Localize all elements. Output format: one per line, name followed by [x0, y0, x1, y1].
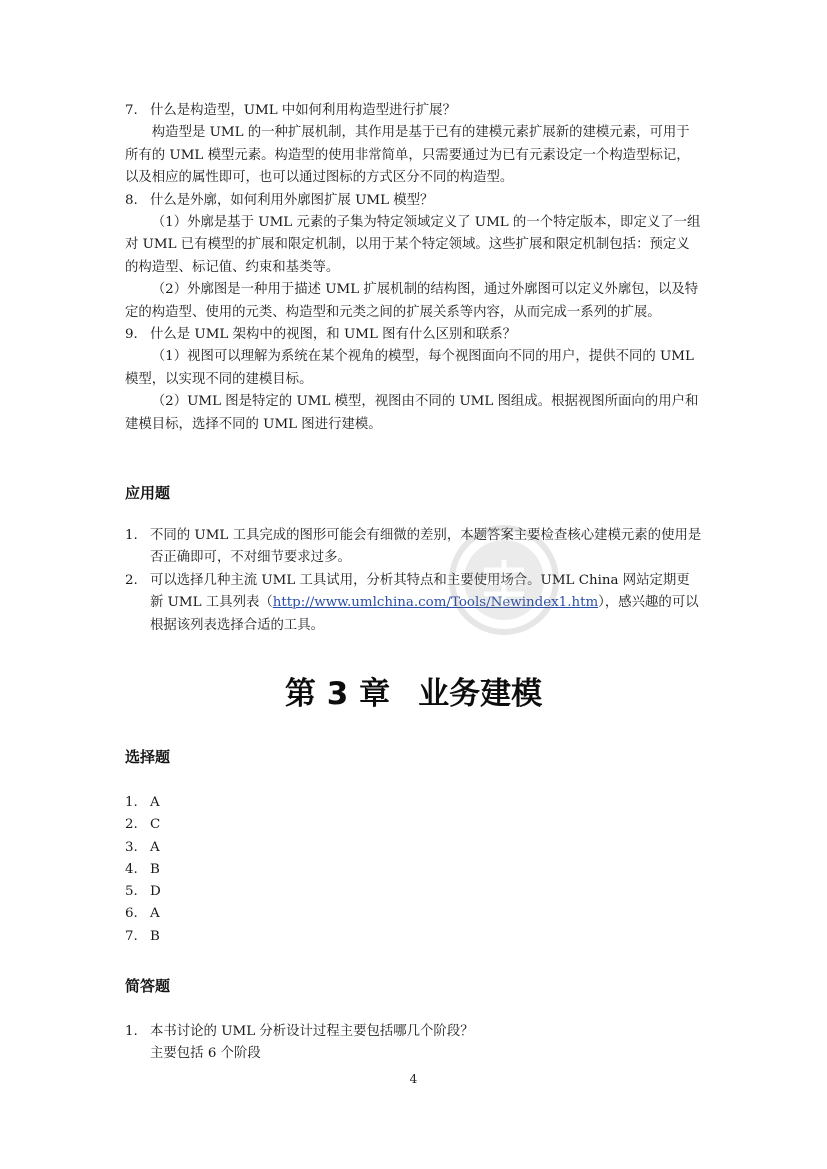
qa-section: [125, 100, 703, 436]
list-item: [125, 792, 185, 814]
list-item: [125, 570, 703, 637]
item-number: 2.: [125, 572, 138, 588]
answer-7: 构造型是 UML 的一种扩展机制，其作用是基于已有的建模元素扩展新的建模元素，可用于所有的 UML 模型元素。构造型的使用非常简单，只需要通过为已有元素设定一个构造型标记，以及相应的属性即可，也可以通过图标的方式区分不同的构造型。: [125, 125, 690, 186]
list-item: [125, 903, 185, 925]
question-text: 什么是 UML 架构中的视图，和 UML 图有什么区别和联系？: [150, 327, 517, 343]
answer-value: D: [150, 884, 161, 900]
question-text: 什么是外廓，如何利用外廓图扩展 UML 模型？: [150, 192, 434, 208]
choice-answer-list: [125, 792, 185, 948]
list-item: [125, 859, 185, 881]
item-text: 不同的 UML 工具完成的图形可能会有细微的差别，本题答案主要检查核心建模元素的使用是否正确即可，不对细节要求过多。: [150, 528, 702, 566]
item-text-after: ），感兴趣的可以根据该列表选择合适的工具。: [150, 595, 699, 633]
list-item: [125, 837, 185, 859]
question-text: 什么是构造型，UML 中如何利用构造型进行扩展？: [150, 103, 456, 118]
list-item: [125, 814, 185, 836]
item-number: 6.: [125, 906, 138, 922]
choice-heading: 选择题: [125, 748, 171, 766]
answer-value: A: [150, 839, 160, 855]
question-8: [125, 190, 703, 212]
item-number: 1.: [125, 528, 138, 543]
answer-value: A: [150, 906, 160, 922]
item-number: 5.: [125, 884, 138, 900]
question-number: 9.: [125, 327, 138, 343]
answer-8-part-2: （2）外廓图是一种用于描述 UML 扩展机制的结构图，通过外廓图可以定义外廓包，以及特定的构造型、使用的元类、构造型和元类之间的扩展关系等内容，从而完成一系列的扩展。: [125, 282, 699, 320]
application-list: [125, 525, 703, 637]
item-number: 3.: [125, 839, 138, 855]
chapter-suffix: 章: [359, 676, 391, 712]
answer-value: C: [150, 817, 161, 833]
list-item: [125, 881, 185, 903]
item-text-before: 可以选择几种主流 UML 工具试用，分析其特点和主要使用场合。UML China 网站定期更新 UML 工具列表（: [150, 572, 690, 611]
answer-value: B: [150, 928, 160, 944]
answer-text: 主要包括 6 个阶段: [150, 1046, 261, 1062]
item-number: 1.: [125, 1024, 138, 1039]
chapter-number: 3: [326, 676, 349, 712]
item-number: 1.: [125, 795, 138, 810]
chapter-prefix: 第: [284, 676, 316, 712]
question-text: 本书讨论的 UML 分析设计过程主要包括哪几个阶段？: [150, 1024, 474, 1039]
short-answer-list: [125, 1021, 703, 1066]
question-9: [125, 324, 703, 346]
chapter-name: 业务建模: [418, 676, 543, 712]
item-number: 4.: [125, 861, 138, 877]
item-number: 7.: [125, 928, 138, 944]
answer-value: A: [150, 795, 160, 810]
list-item: [125, 1021, 703, 1043]
question-number: 8.: [125, 192, 138, 208]
question-7: [125, 100, 703, 122]
question-number: 7.: [125, 103, 138, 118]
application-heading: 应用题: [125, 484, 171, 502]
list-item: [125, 926, 185, 948]
list-item: [125, 525, 703, 570]
answer-9-part-1: （1）视图可以理解为系统在某个视角的模型，每个视图面向不同的用户，提供不同的 UML 模型，以实现不同的建模目标。: [125, 349, 694, 387]
answer-8-part-1: （1）外廓是基于 UML 元素的子集为特定领域定义了 UML 的一个特定版本，即定义了一组对 UML 已有模型的扩展和限定机制，以用于某个特定领域。这些扩展和限定机制包括：预定义的构造型、标记值、约束和基类等。: [125, 215, 701, 275]
umlchina-tools-link[interactable]: http://www.umlchina.com/Tools/Newindex1.htm: [272, 595, 599, 611]
chapter-title: [0, 668, 827, 713]
answer-9-part-2: （2）UML 图是特定的 UML 模型，视图由不同的 UML 图组成。根据视图所面向的用户和建模目标，选择不同的 UML 图进行建模。: [125, 394, 699, 432]
short-answer-heading: 简答题: [125, 977, 171, 995]
item-number: 2.: [125, 817, 138, 833]
answer-value: B: [150, 861, 160, 877]
page-number: 4: [409, 1072, 418, 1086]
